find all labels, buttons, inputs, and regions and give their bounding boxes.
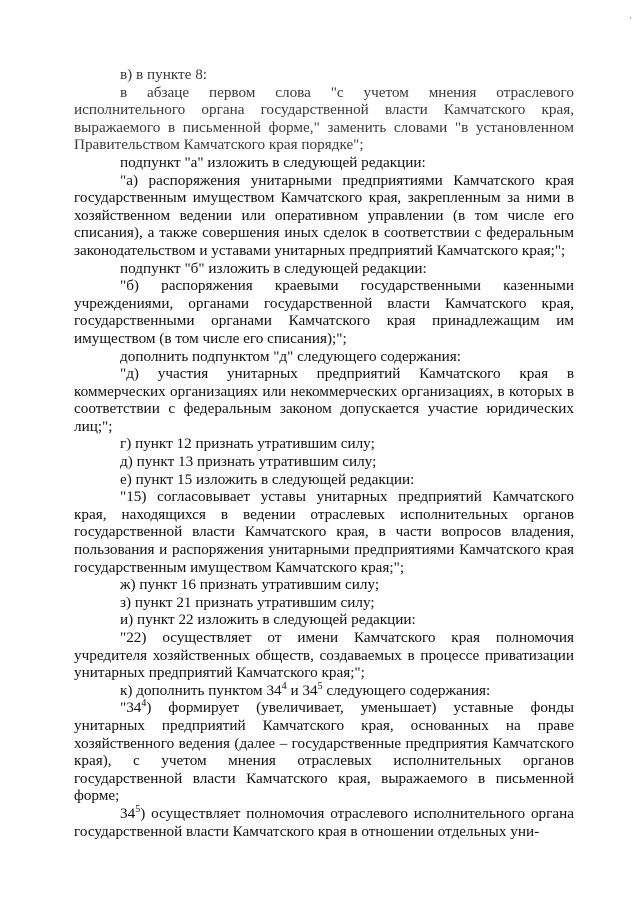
- document-body: [74, 66, 574, 840]
- superscript: 4: [281, 680, 287, 692]
- paragraph-item-v: в) в пункте 8:: [120, 66, 208, 83]
- paragraph-item-k-mid: и 34: [286, 681, 318, 699]
- paragraph-point-15-text: "15) согласовывает уставы унитарных предприятий Камчатского края, находящихся в ведении отраслевых исполнительных органов государственной власти Камчатского края, в части вопросов владения, пользования и распоряжения унитарными предприятиями Камчатского края государственным имуществом Камчатского края;";: [74, 488, 574, 576]
- paragraph-point-34-5-after: ) осуществляет полномочия отраслевого исполнительного органа государственной власти Камчатского края в отношении отдельных уни-: [74, 804, 574, 840]
- paragraph-point-34-5-before: 34: [120, 804, 136, 822]
- paragraph-point-34-4-after: ) формирует (увеличивает, уменьшает) уставные фонды унитарных предприятий Камчатского края, основанных на праве хозяйственного ведения (далее – государственные предприятия Камчатского края), с учетом мнения отраслевых исполнительных органов государственной власти Камчатского края, выражаемого в письменной форме;: [74, 699, 574, 805]
- paragraph-amendment-first: в абзаце первом слова "с учетом мнения отраслевого исполнительного органа государственной власти Камчатского края, выражаемого в письменной форме," заменить словами "в установленном Правительством Камчатского края порядке";: [74, 83, 574, 154]
- superscript: 5: [135, 803, 141, 815]
- superscript: 5: [317, 680, 323, 692]
- page-corner-mark: ·: [629, 14, 632, 24]
- paragraph-subitem-b-intro: подпункт "б" изложить в следующей редакции:: [120, 259, 427, 277]
- paragraph-point-22-text: "22) осуществляет от имени Камчатского края полномочия учредителя хозяйственных обществ, создаваемых в процессе приватизации унитарных предприятий Камчатского края;";: [74, 629, 574, 682]
- paragraph-item-d: д) пункт 13 признать утратившим силу;: [120, 453, 377, 471]
- paragraph-item-i: и) пункт 22 изложить в следующей редакции:: [120, 611, 416, 629]
- paragraph-item-z: з) пункт 21 признать утратившим силу;: [120, 593, 375, 611]
- paragraph-item-e: е) пункт 15 изложить в следующей редакции:: [120, 470, 415, 488]
- paragraph-subitem-a-intro: подпункт "а" изложить в следующей редакции:: [120, 153, 426, 171]
- paragraph-subitem-b-text: "б) распоряжения краевыми государственными казенными учреждениями, органами государственной власти Камчатского края, государственными органами Камчатского края принадлежащим им имуществом (в том числе его списания);";: [74, 277, 574, 347]
- paragraph-subitem-d-text: "д) участия унитарных предприятий Камчатского края в коммерческих организациях или некоммерческих организациях, в которых в соответствии с федеральным законом допускается участие юридических лиц;";: [74, 365, 574, 435]
- paragraph-subitem-a-text: "а) распоряжения унитарными предприятиями Камчатского края государственным имуществом Камчатского края, закрепленным за ними в хозяйственном ведении или оперативном управлении (в том числе его списания), а также совершения иных сделок в соответствии с федеральным законодательством и уставами унитарных предприятий Камчатского края;";: [74, 171, 574, 259]
- paragraph-point-34-4-before: "34: [120, 699, 142, 717]
- paragraph-item-k-before: к) дополнить пунктом 34: [120, 681, 282, 699]
- paragraph-point-34-5-text: [74, 805, 574, 840]
- superscript: 4: [141, 698, 147, 710]
- paragraph-subitem-d-intro: дополнить подпунктом "д" следующего содержания:: [120, 347, 462, 365]
- paragraph-item-g: г) пункт 12 признать утратившим силу;: [120, 435, 375, 453]
- paragraph-item-k: [74, 682, 574, 700]
- paragraph-point-34-4-text: [74, 699, 574, 805]
- paragraph-item-zh: ж) пункт 16 признать утратившим силу;: [120, 576, 380, 594]
- paragraph-item-k-after: следующего содержания:: [322, 681, 491, 699]
